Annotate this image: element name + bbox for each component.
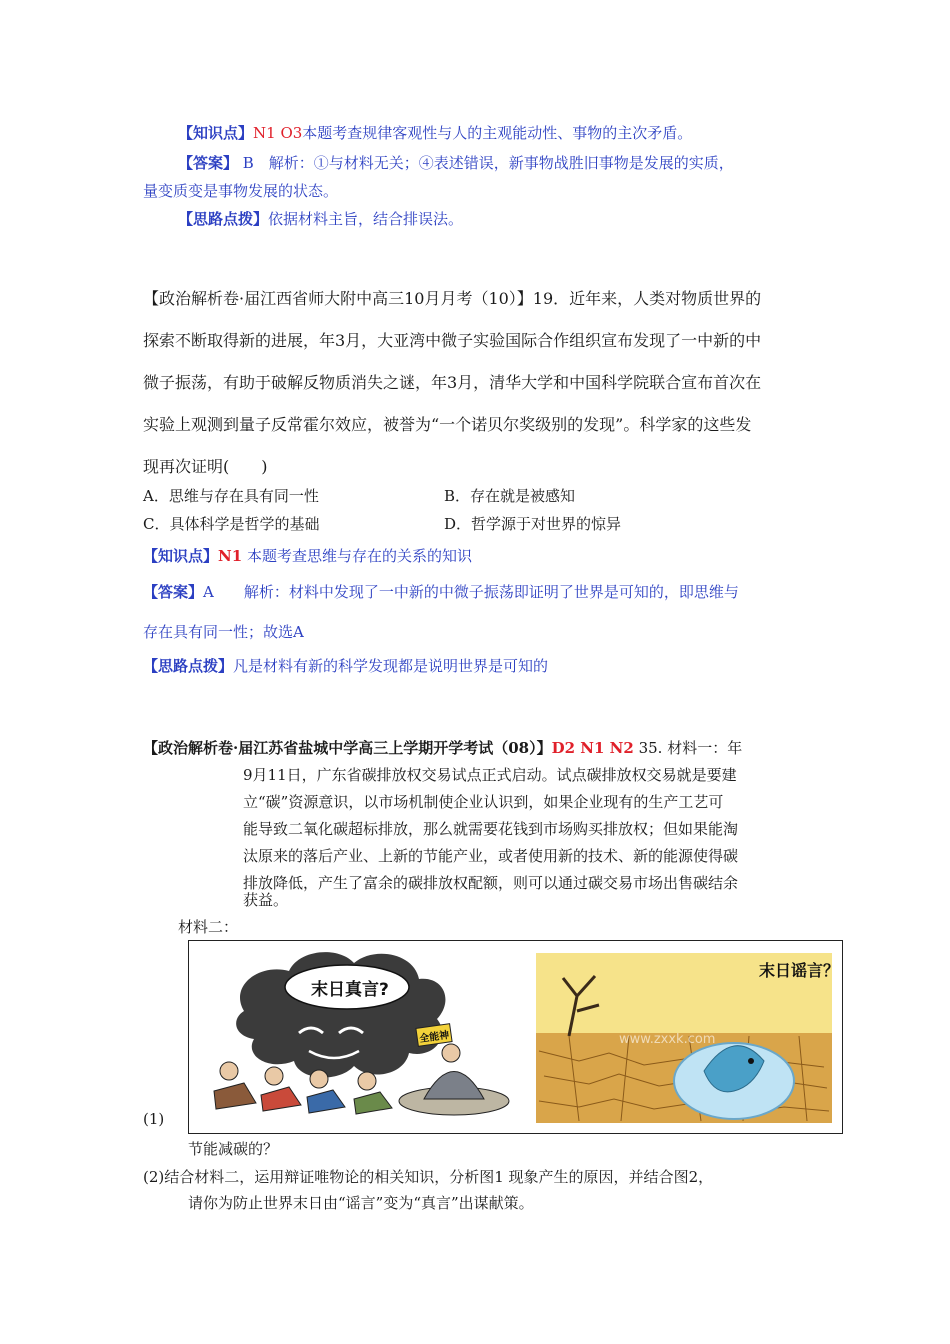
s2-question-line-3: 微子振荡，有助于破解反物质消失之谜，年3月，清华大学和中国科学院联合宣布首次在: [143, 373, 762, 392]
s2-option-b: B．存在就是被感知: [444, 487, 576, 505]
s1-kp-code: N1 O3: [253, 124, 303, 142]
person-body-3: [307, 1090, 345, 1113]
s2-kp-tag: 【知识点】: [143, 547, 219, 565]
s2-question-line-1: 【政治解析卷·届江西省师大附中高三10月月考（10）】19．近年来，人类对物质世界的: [143, 289, 762, 308]
s3-q1-prefix: (1): [143, 1110, 165, 1128]
person-body-2: [261, 1087, 301, 1111]
right-cartoon: [536, 953, 839, 1123]
person-body-1: [214, 1083, 256, 1109]
s3-material1-line-3: 能导致二氧化碳超标排放，那么就需要花钱到市场购买排放权；但如果能淘: [243, 820, 739, 838]
s2-kp-text: 本题考查思维与存在的关系的知识: [242, 547, 472, 565]
left-caption: 末日真言?: [311, 980, 389, 1000]
s2-knowledge-line: [143, 545, 472, 566]
seated-figure: [424, 1072, 484, 1100]
person-body-4: [354, 1092, 392, 1114]
s3-material1-line-6: 获益。: [243, 891, 289, 909]
s1-ans-tag: 【答案】: [178, 154, 239, 172]
s3-material1-line-4: 汰原来的落后产业、上新的节能产业，或者使用新的技术、新的能源使得碳: [243, 847, 739, 865]
s3-material2-label: 材料二：: [178, 918, 239, 936]
s1-answer-line2: 量变质变是事物发展的状态。: [143, 182, 339, 200]
cartoon-illustration: [189, 941, 842, 1133]
s1-ans-text: B 解析：①与材料无关；④表述错误，新事物战胜旧事物是发展的实质，: [238, 154, 734, 172]
s1-hint-tag: 【思路点拨】: [178, 210, 269, 228]
s2-ans-text: A 解析：材料中发现了一中新的中微子振荡即证明了世界是可知的，即思维与: [203, 583, 739, 601]
s1-kp-text: 本题考查规律客观性与人的主观能动性、事物的主次矛盾。: [302, 124, 693, 142]
s1-kp-tag: 【知识点】: [178, 124, 254, 142]
s3-material1-line-1: 9月11日，广东省碳排放权交易试点正式启动。试点碳排放权交易就是要建: [243, 766, 737, 784]
s3-codes: D2 N1 N2: [551, 739, 634, 757]
s2-option-d: D．哲学源于对世界的惊异: [444, 515, 622, 533]
s3-material1-line-2: 立“碳”资源意识，以市场机制使企业认识到，如果企业现有的生产工艺可: [243, 793, 724, 811]
sign-text: 全能神: [418, 1029, 450, 1046]
s1-hint-text: 依据材料主旨，结合排误法。: [268, 210, 464, 228]
fish-eye: [748, 1058, 754, 1064]
s2-answer-line: [143, 581, 739, 602]
s3-header-line: [143, 737, 742, 758]
s3-q2-line-2: 请你为防止世界末日由“谣言”变为“真言”出谋献策。: [188, 1194, 534, 1212]
s3-q2-line-1: (2)结合材料二，运用辩证唯物论的相关知识，分析图1 现象产生的原因，并结合图2，: [143, 1168, 714, 1186]
s1-knowledge-line: [178, 122, 692, 143]
person-head-1: [220, 1062, 238, 1080]
s3-header-tail: 35. 材料一：年: [633, 739, 743, 757]
s2-question-line-4: 实验上观测到量子反常霍尔效应，被誉为“一个诺贝尔奖级别的发现”。科学家的这些发: [143, 415, 752, 434]
seated-figure-head: [442, 1044, 460, 1062]
s3-q1-continuation: 节能减碳的？: [188, 1140, 279, 1158]
s2-hint-text: 凡是材料有新的科学发现都是说明世界是可知的: [233, 657, 549, 675]
person-head-2: [265, 1067, 283, 1085]
s2-ans-tag: 【答案】: [143, 583, 204, 601]
right-caption: 末日谣言？: [759, 961, 840, 980]
s1-answer-line: [178, 152, 734, 173]
s2-kp-code: N1: [218, 547, 243, 565]
s3-header: 【政治解析卷·届江苏省盐城中学高三上学期开学考试（08）】: [143, 739, 552, 757]
person-head-4: [358, 1072, 376, 1090]
s2-hint-tag: 【思路点拨】: [143, 657, 234, 675]
material2-figure: [188, 940, 843, 1134]
s2-question-line-5: 现再次证明( ): [143, 457, 268, 476]
s2-question-line-2: 探索不断取得新的进展，年3月，大亚湾中微子实验国际合作组织宣布发现了一中新的中: [143, 331, 762, 350]
s2-hint-line: [143, 655, 548, 676]
left-cartoon: [214, 952, 509, 1115]
s1-hint-line: [178, 208, 463, 229]
watermark: www.zxxk.com: [619, 1032, 716, 1047]
s2-option-a: A．思维与存在具有同一性: [143, 487, 319, 505]
s2-answer-line2: 存在具有同一性；故选A: [143, 623, 304, 641]
s3-material1-line-5: 排放降低，产生了富余的碳排放权配额，则可以通过碳交易市场出售碳结余: [243, 874, 739, 892]
s2-option-c: C．具体科学是哲学的基础: [143, 515, 320, 533]
person-head-3: [310, 1070, 328, 1088]
